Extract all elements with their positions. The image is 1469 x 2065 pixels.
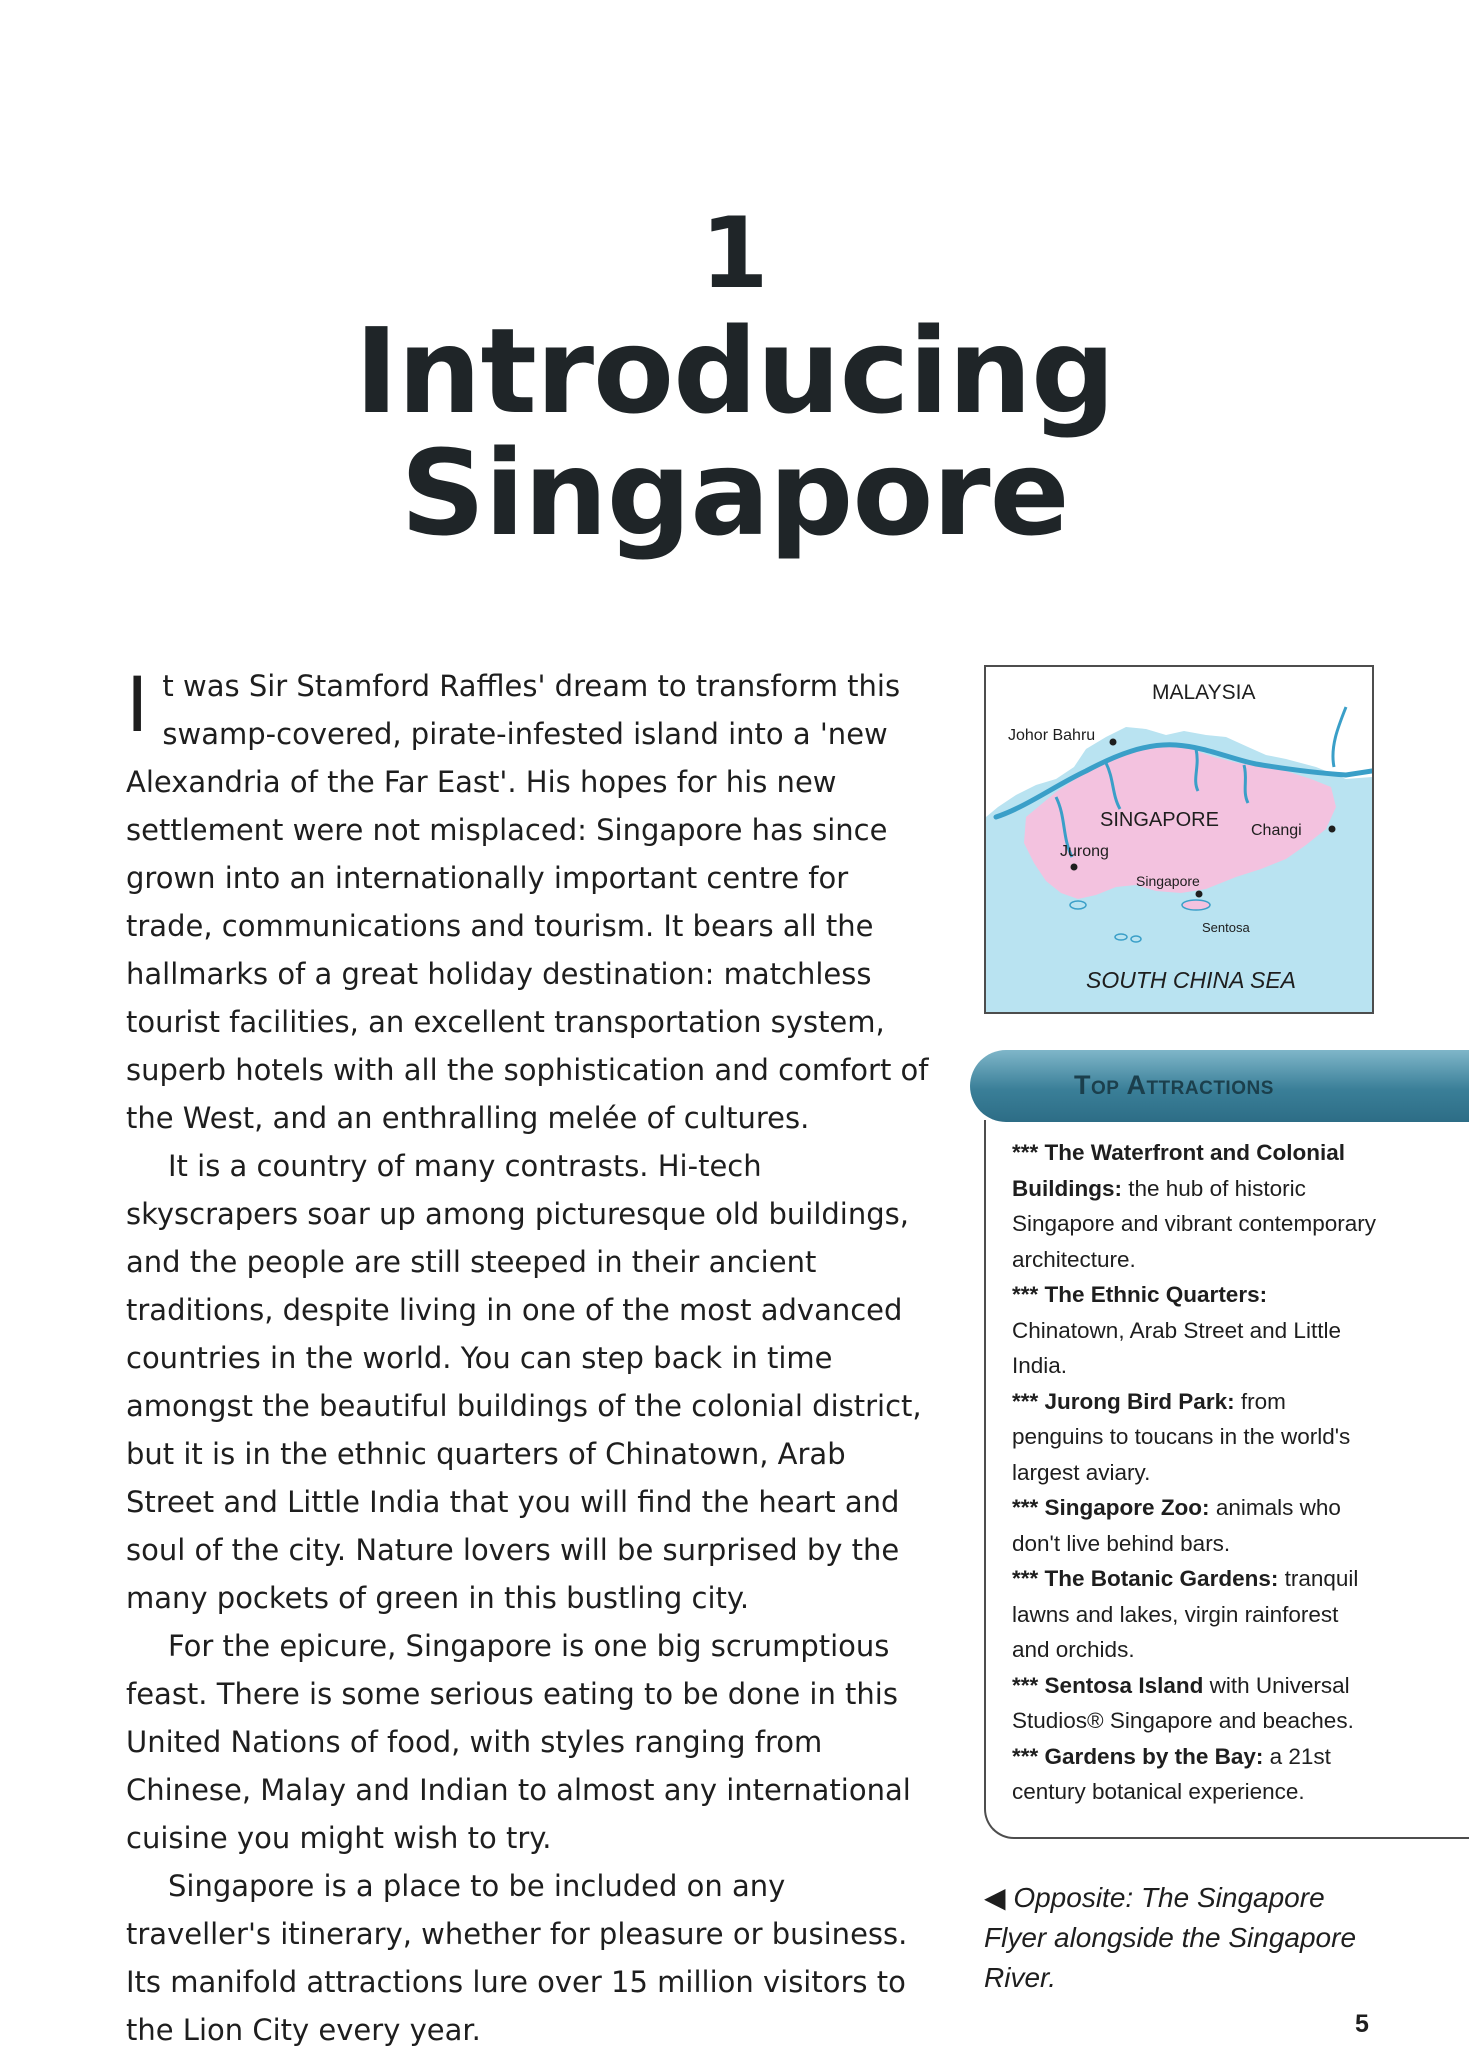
intro-body	[126, 662, 934, 2054]
map-label-singapore-city: Singapore	[1136, 873, 1200, 889]
map-label-changi: Changi	[1251, 822, 1302, 839]
map-dot-singapore	[1196, 891, 1203, 898]
attraction-item: *** Singapore Zoo: animals who don't live behind bars.	[1012, 1495, 1341, 1556]
map-label-malaysia: MALAYSIA	[1152, 681, 1256, 704]
singapore-map	[984, 665, 1374, 1014]
map-dot-jurong	[1071, 864, 1078, 871]
photo-caption	[984, 1878, 1384, 1998]
intro-paragraph-1	[126, 662, 934, 1142]
map-label-johor-bahru: Johor Bahru	[1008, 727, 1096, 744]
intro-paragraph-2: It is a country of many contrasts. Hi-tech skyscrapers soar up among picturesque old buildings, and the people are still steeped in their ancient traditions, despite living in one of the most advanced countries in the world. You can step back in time amongst the beautiful buildings of the colonial district, but it is in the ethnic quarters of Chinatown, Arab Street and Little India that you will find the heart and soul of the city. Nature lovers will be surprised by the many pockets of green in this bustling city.	[126, 1149, 922, 1615]
caption-text: Opposite: The Singapore Flyer alongside the Singapore River.	[984, 1882, 1357, 1993]
intro-paragraph-3: For the epicure, Singapore is one big scrumptious feast. There is some serious eating to be done in this United Nations of food, with styles ranging from Chinese, Malay and Indian to almost any international cuisine you might wish to try.	[126, 1629, 911, 1855]
attractions-header-title: Top Attractions	[1074, 1070, 1274, 1100]
intro-paragraph-1-text: t was Sir Stamford Raffles' dream to transform this swamp-covered, pirate-infested island into a 'new Alexandria of the Far East'. His hopes for his new settlement were not misplaced: Singapore has since grown into an internationally important centre for trade, communications and tourism. It bears all the hallmarks of a great holiday destination: matchless tourist facilities, an excellent transportation system, superb hotels with all the sophistication and comfort of the West, and an enthralling melée of cultures.	[126, 669, 929, 1135]
attraction-item: *** Gardens by the Bay: a 21st century botanical experience.	[1012, 1743, 1331, 1804]
chapter-number: 1	[700, 197, 769, 311]
map-label-singapore-island: SINGAPORE	[1100, 809, 1219, 831]
page-number: 5	[1355, 2010, 1369, 2038]
attraction-item: *** The Waterfront and Colonial Buildings: the hub of historic Singapore and vibrant contemporary architecture.	[1012, 1140, 1376, 1272]
map-label-sea: SOUTH CHINA SEA	[1086, 967, 1297, 993]
map-label-jurong: Jurong	[1060, 843, 1109, 860]
map-graphic	[986, 667, 1372, 1012]
attraction-item: *** The Ethnic Quarters: Chinatown, Arab Street and Little India.	[1012, 1282, 1341, 1378]
chapter-title-line-2: Singapore	[400, 424, 1069, 562]
map-dot-changi	[1329, 826, 1336, 833]
attraction-item: *** Jurong Bird Park: from penguins to toucans in the world's largest aviary.	[1012, 1388, 1351, 1485]
map-label-sentosa: Sentosa	[1202, 920, 1250, 935]
chapter-title-line-1: Introducing	[354, 302, 1115, 440]
caption-arrow-icon: ◀	[984, 1882, 1006, 1913]
map-sentosa-island	[1182, 900, 1210, 910]
intro-paragraph-4: Singapore is a place to be included on any traveller's itinerary, whether for pleasure or business. Its manifold attractions lure over 15 million visitors to the Lion City every year.	[126, 1869, 908, 2047]
chapter-title	[0, 302, 1469, 562]
drop-cap: I	[126, 660, 149, 749]
attraction-item: *** The Botanic Gardens: tranquil lawns and lakes, virgin rainforest and orchids.	[1012, 1566, 1359, 1662]
attractions-header-bar	[970, 1050, 1469, 1122]
attractions-list	[1012, 1135, 1377, 1810]
attraction-item: *** Sentosa Island with Universal Studios® Singapore and beaches.	[1012, 1672, 1354, 1733]
map-dot-johor-bahru	[1110, 739, 1117, 746]
